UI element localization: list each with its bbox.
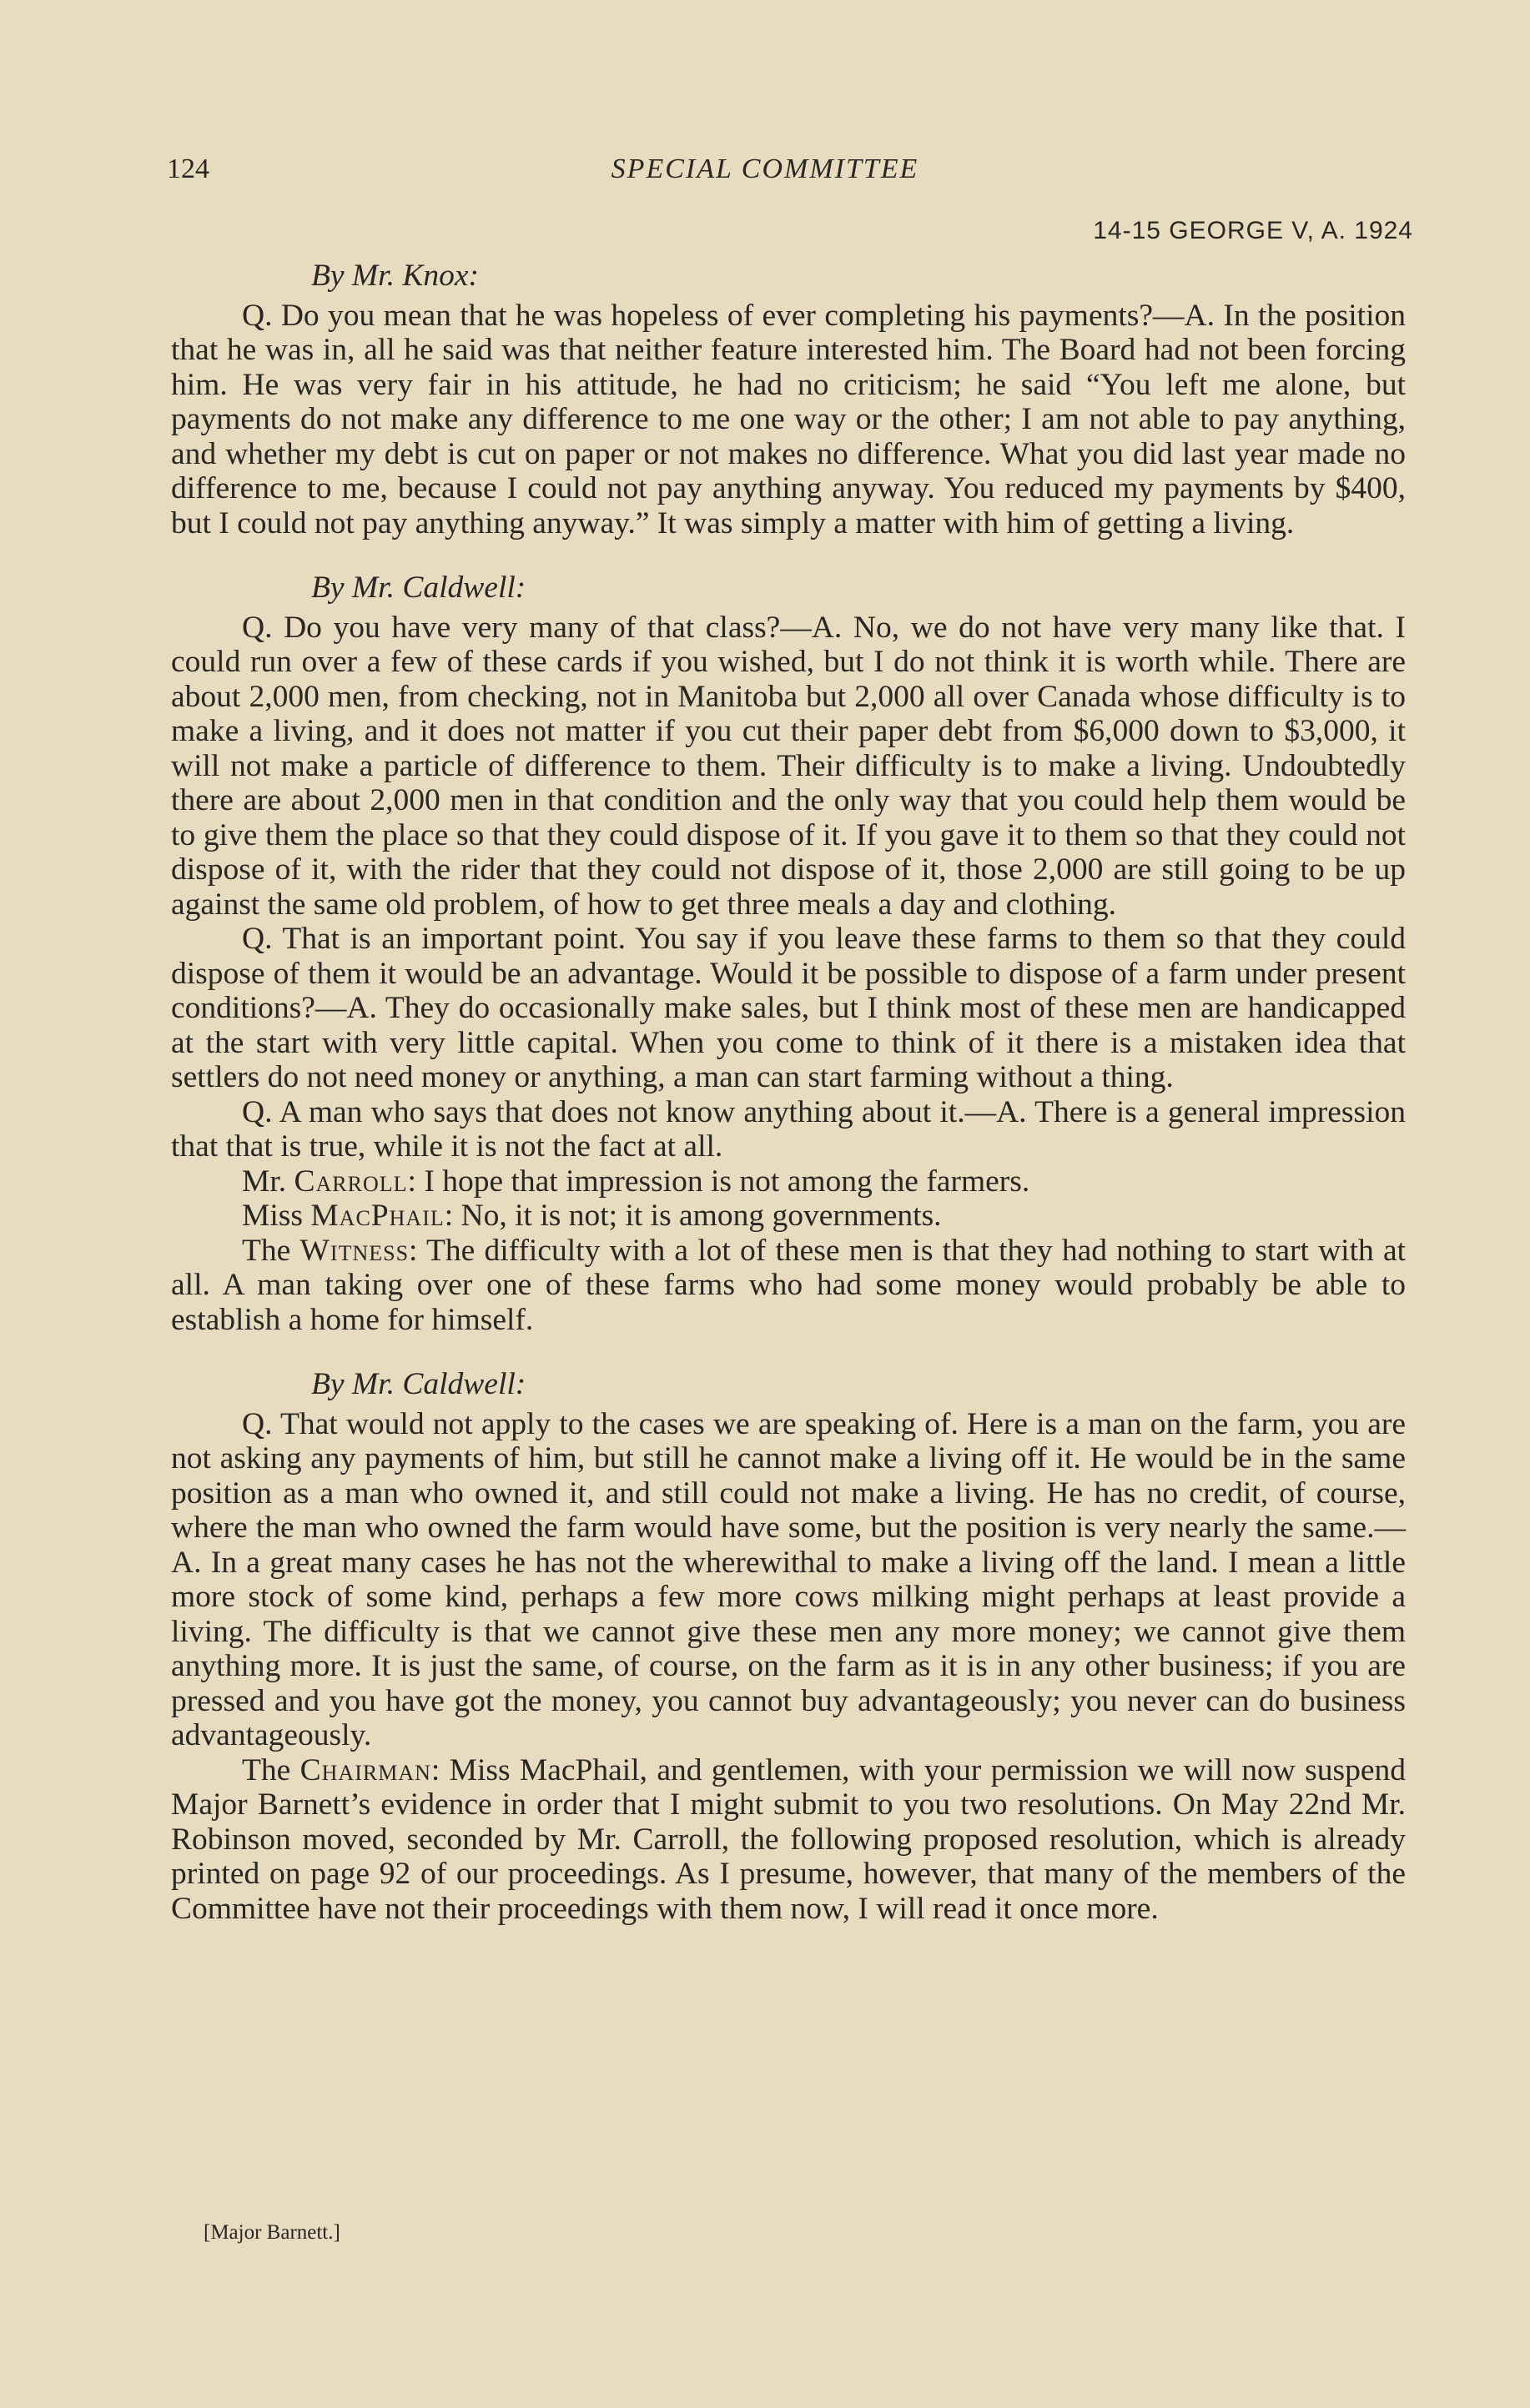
running-head: SPECIAL COMMITTEE <box>611 153 919 184</box>
speaker-title: The <box>242 1752 291 1787</box>
paragraph: Q. That would not apply to the cases we are speaking of. Here is a man on the farm, you are not asking any payments of him, but still he cannot make a living off it. He would be in the same position as a man who owned it, and still could not make a living. He has no credit, of course, where the man who owned the farm would have some, but the position is very nearly the same.—A. In a great many cases he has not the wherewithal to make a living off the land. I mean a little more stock of some kind, perhaps a few more cows milking might perhaps at least provide a living. The difficulty is that we cannot give these men any more money; we cannot give them anything more. It is just the same, of course, on the farm as it is in any other business; if you are pressed and you have got the money, you cannot buy advantageously; you never can do business advantageously. <box>171 1406 1406 1752</box>
speaker-title: The <box>242 1233 291 1268</box>
speaker-name: MacPhail <box>310 1199 445 1233</box>
paragraph: Q. A man who says that does not know anything about it.—A. There is a general impression that that is true, while it is not the fact at all. <box>171 1094 1406 1164</box>
paragraph: Q. Do you have very many of that class?—A. No, we do not have very many like that. I could run over a few of these cards if you wished, but I do not think it is worth while. There are about 2,000 men, from checking, not in Manitoba but 2,000 all over Canada whose difficulty is to make a living, and it does not matter if you cut their paper debt from $6,000 down to $3,000, it will not make a particle of difference to them. Their difficulty is to make a living. Undoubtedly there are about 2,000 men in that condition and the only way that you could help them would be to give them the place so that they could dispose of it. If you gave it to them so that they could not dispose of it, with the rider that they could not dispose of it, those 2,000 are still going to be up against the same old problem, of how to get three meals a day and clothing. <box>171 610 1406 922</box>
page-number: 124 <box>167 153 209 184</box>
speaker-text: The difficulty with a lot of these men is that they had nothing to start with at all. A man taking over one of these farms who had some money would probably be able to establish a home for himself. <box>171 1233 1407 1337</box>
speaker-paragraph: The Chairman: Miss MacPhail, and gentlemen, with your permission we will now suspend Major Barnett’s evidence in order that I might submit to you two resolutions. On May 22nd Mr. Robinson moved, seconded by Mr. Carroll, the following proposed resolution, which is already printed on page 92 of our proceedings. As I presume, however, that many of the members of the Committee have not their proceedings with them now, I will read it once more. <box>171 1752 1407 1926</box>
session-reference: 14-15 GEORGE V, A. 1924 <box>1093 217 1413 244</box>
speaker-text: Miss MacPhail, and gentlemen, with your permission we will now suspend Major Barnett’s evidence in order that I might submit to you two resolutions. On May 22nd Mr. Robinson moved, seconded by Mr. Carroll, the following proposed resolution, which is already printed on page 92 of our proceedings. As I presume, however, that many of the members of the Committee have not their proceedings with them now, I will read it once more. <box>171 1752 1407 1926</box>
speaker-title: Miss <box>242 1199 303 1233</box>
speaker-paragraph: Miss MacPhail: No, it is not; it is among governments. <box>242 1199 942 1233</box>
speaker-name: Witness <box>299 1233 410 1268</box>
speaker-paragraph: Mr. Carroll: I hope that impression is not among the farmers. <box>242 1164 1030 1199</box>
speaker-title: Mr. <box>242 1164 287 1199</box>
paragraph: Q. That is an important point. You say if you leave these farms to them so that they could dispose of them it would be an advantage. Would it be possible to dispose of a farm under present conditions?—A. They do occasionally make sales, but I think most of these men are handicapped at the start with very little capital. When you come to think of it there is a mistaken idea that settlers do not need money or anything, a man can start farming without a thing. <box>171 922 1406 1094</box>
speaker-text: I hope that impression is not among the farmers. <box>424 1164 1030 1199</box>
footer-witness-note: [Major Barnett.] <box>204 2221 340 2244</box>
speaker-paragraph: The Witness: The difficulty with a lot of these men is that they had nothing to start with at all. A man taking over one of these farms who had some money would probably be able to establish a home for himself. <box>171 1233 1407 1337</box>
document-body <box>171 259 1406 1926</box>
paragraph: Q. Do you mean that he was hopeless of ever completing his payments?—A. In the position that he was in, all he said was that neither feature interested him. The Board had not been forcing him. He was very fair in his attitude, he had no criticism; he said “You left me alone, but payments do not make any difference to me one way or the other; I am not able to pay anything, and whether my debt is cut on paper or not makes no difference. What you did last year made no difference to me, because I could not pay anything anyway. You reduced my payments by $400, but I could not pay anything anyway.” It was simply a matter with him of getting a living. <box>171 298 1406 540</box>
section-heading: By Mr. Caldwell: <box>311 571 526 605</box>
section-heading: By Mr. Knox: <box>311 259 479 293</box>
section-heading: By Mr. Caldwell: <box>311 1367 526 1401</box>
speaker-name: Chairman <box>299 1752 431 1787</box>
speaker-text: No, it is not; it is among governments. <box>461 1199 942 1233</box>
speaker-name: Carroll <box>294 1164 408 1199</box>
